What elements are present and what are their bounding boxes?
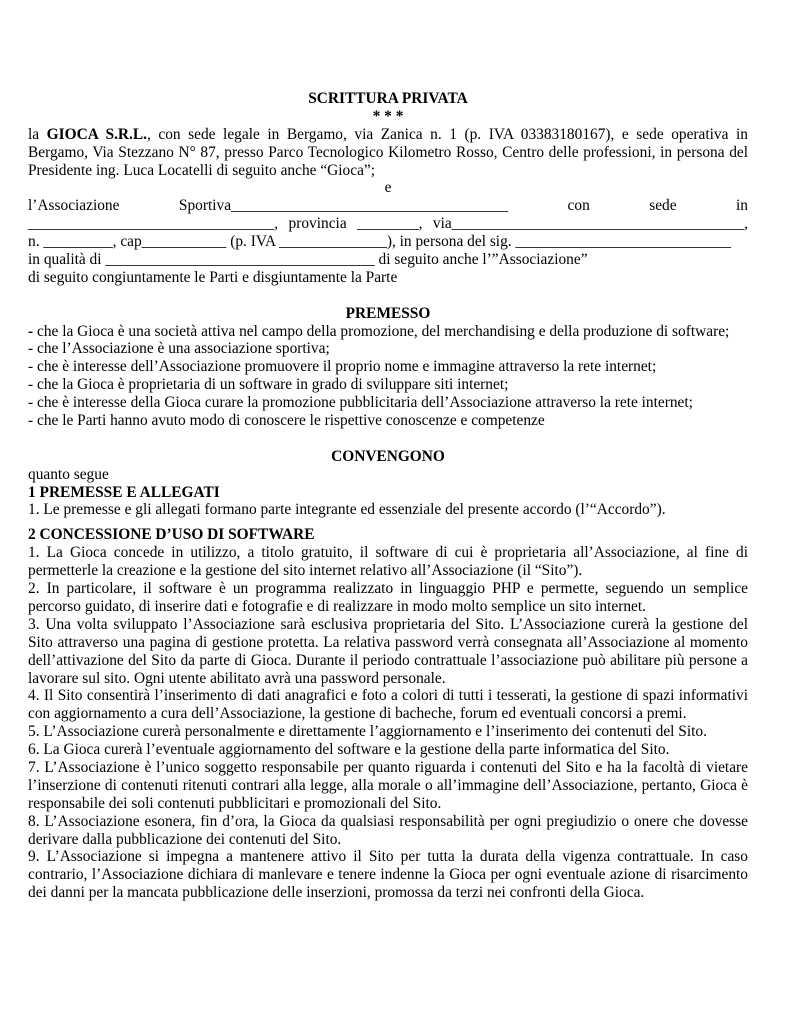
clause-line: 9. L’Associazione si impegna a mantenere attivo il Sito per tutta la durata della vigenza contrattuale. In caso (28, 848, 748, 866)
clause (28, 813, 748, 849)
clause-line: lavorare sul sito. Ogni utente abilitato avrà una password personale. (28, 669, 446, 687)
clause (28, 544, 748, 580)
form-line: l’Associazione Sportiva____________________________________ con sede in (28, 197, 748, 215)
article-2 (28, 526, 748, 902)
clause-line: percorso guidato, di inserire dati e fotografie e di realizzare in modo molto semplice un sito internet. (28, 597, 646, 615)
form-line: in qualità di ___________________________________ di seguito anche l’”Associazione” (28, 251, 588, 269)
clause-line: 5. L’Associazione curerà personalmente e direttamente l’aggiornamento e l’inserimento dei contenuti del Sito. (28, 723, 707, 741)
item-text: che la Gioca è una società attiva nel campo della promozione, del merchandising e della produzione di software; (37, 322, 730, 340)
article-heading: 1 PREMESSE E ALLEGATI (28, 483, 220, 501)
clause-line: Sito attraverso una pagina di gestione protetta. La relativa password verrà consegnata all’Associazione al momento (28, 633, 748, 651)
clause-line: derivare dalla pubblicazione dei contenuti del Sito. (28, 830, 342, 848)
item-text: che l’Associazione è una associazione sportiva; (37, 340, 330, 358)
form-line: n. _________, cap___________ (p. IVA ______________), in persona del sig. ____________________________ (28, 233, 731, 251)
item-dash: - (28, 340, 34, 358)
clause-line: responsabile dei soli contenuti pubblicitari e promozionali del Sito. (28, 794, 442, 812)
premesso-item (28, 376, 748, 394)
item-text: che è interesse dell’Associazione promuovere il proprio nome e immagine attraverso la rete internet; (37, 358, 657, 376)
party-associazione (28, 197, 748, 269)
clause (28, 687, 748, 723)
premesso-item (28, 340, 748, 358)
item-dash: - (28, 412, 34, 430)
premesso-list (28, 323, 748, 430)
article-1 (28, 484, 748, 520)
company-name: GIOCA S.R.L. (46, 125, 147, 143)
clause-line: 6. La Gioca curerà l’eventuale aggiornamento del software e la gestione della parte informatica del Sito. (28, 741, 670, 759)
clause-line: 2. In particolare, il software è un programma realizzato in linguaggio PHP e permette, seguendo un semplice (28, 580, 748, 598)
clause-line: 8. L’Associazione esonera, fin d’ora, la Gioca da qualsiasi responsabilità per ogni pregiudizio o onere che dovesse (28, 812, 748, 830)
clause (28, 741, 748, 759)
clause (28, 616, 748, 688)
party-gioca-intro: la (28, 125, 47, 143)
item-text: che le Parti hanno avuto modo di conoscere le rispettive conoscenze e competenze (37, 412, 545, 430)
clause-line: permetterle la creazione e la gestione del sito internet relativo all’Associazione (il “Sito”). (28, 562, 583, 580)
item-dash: - (28, 358, 34, 376)
clause-line: 1. Le premesse e gli allegati formano parte integrante ed essenziale del presente accordo (l’“Accordo”). (28, 501, 666, 519)
clause (28, 848, 748, 902)
clause-line: contrario, l’Associazione dichiara di manlevare e tenere indenne la Gioca per ogni eventuale azione di risarcimento (28, 866, 748, 884)
premesso-item (28, 412, 748, 430)
clause (28, 759, 748, 813)
clause-line: 7. L’Associazione è l’unico soggetto responsabile per quanto riguarda i contenuti del Sito e ha la facoltà di vietare (28, 758, 748, 776)
parties-definition: di seguito congiuntamente le Parti e disgiuntamente la Parte (28, 268, 398, 286)
clause-line: dei danni per la mancata pubblicazione delle inserzioni, promossa da terzi nei confronti della Gioca. (28, 884, 645, 902)
premesso-item (28, 394, 748, 412)
clause (28, 580, 748, 616)
convengono-intro: quanto segue (28, 465, 109, 483)
party-gioca-line: Presidente ing. Luca Locatelli di seguito anche “Gioca”; (28, 161, 376, 179)
article-heading: 2 CONCESSIONE D’USO DI SOFTWARE (28, 526, 315, 544)
clause-line: l’inserzione di contenuti ritenuti contrari alla legge, alla morale o all’immagine dell’Associazione, pertanto, Gioca è (28, 776, 748, 794)
conjunction: e (384, 179, 392, 197)
document-title: SCRITTURA PRIVATA (308, 90, 468, 107)
blank-line (28, 287, 748, 305)
item-text: che la Gioca è proprietaria di un software in grado di sviluppare siti internet; (37, 376, 509, 394)
clause-line: 3. Una volta sviluppato l’Associazione sarà esclusiva proprietaria del Sito. L’Associazione curerà la gestione del (28, 615, 748, 633)
party-gioca-details: , con sede legale in Bergamo, via Zanica n. 1 (p. IVA 03383180167), e sede operativa in (147, 125, 748, 143)
item-dash: - (28, 376, 34, 394)
form-line: ________________________________, provincia ________, via______________________________________, (28, 215, 748, 233)
convengono-heading: CONVENGONO (331, 447, 445, 465)
item-dash: - (28, 322, 34, 340)
premesso-item (28, 358, 748, 376)
blank-line (28, 430, 748, 448)
title-separator: * * * (372, 107, 404, 125)
premesso-heading: PREMESSO (345, 304, 431, 322)
party-gioca-line (28, 126, 748, 144)
premesso-item (28, 323, 748, 341)
party-gioca-line: Bergamo, Via Stezzano N° 87, presso Parco Tecnologico Kilometro Rosso, Centro delle professioni, in persona del (28, 143, 748, 161)
clause-line: con aggiornamento a cura dell’Associazione, la gestione di bacheche, forum ed eventuali concorsi a premi. (28, 705, 687, 723)
clause-line: dell’attivazione del Sito da parte di Gioca. Durante il periodo contrattuale l’associazione può abilitare più persone a (28, 651, 748, 669)
clause-line: 4. Il Sito consentirà l’inserimento di dati anagrafici e foto a colori di tutti i tesserati, la gestione di spazi informativi (28, 687, 748, 705)
party-gioca (28, 126, 748, 180)
clause-line: 1. La Gioca concede in utilizzo, a titolo gratuito, il software di cui è proprietaria all’Associazione, al fine di (28, 544, 748, 562)
clause (28, 723, 748, 741)
item-dash: - (28, 394, 34, 412)
document-page (28, 90, 748, 902)
clause (28, 501, 748, 519)
item-text: che è interesse della Gioca curare la promozione pubblicitaria dell’Associazione attraverso la rete internet; (37, 394, 693, 412)
